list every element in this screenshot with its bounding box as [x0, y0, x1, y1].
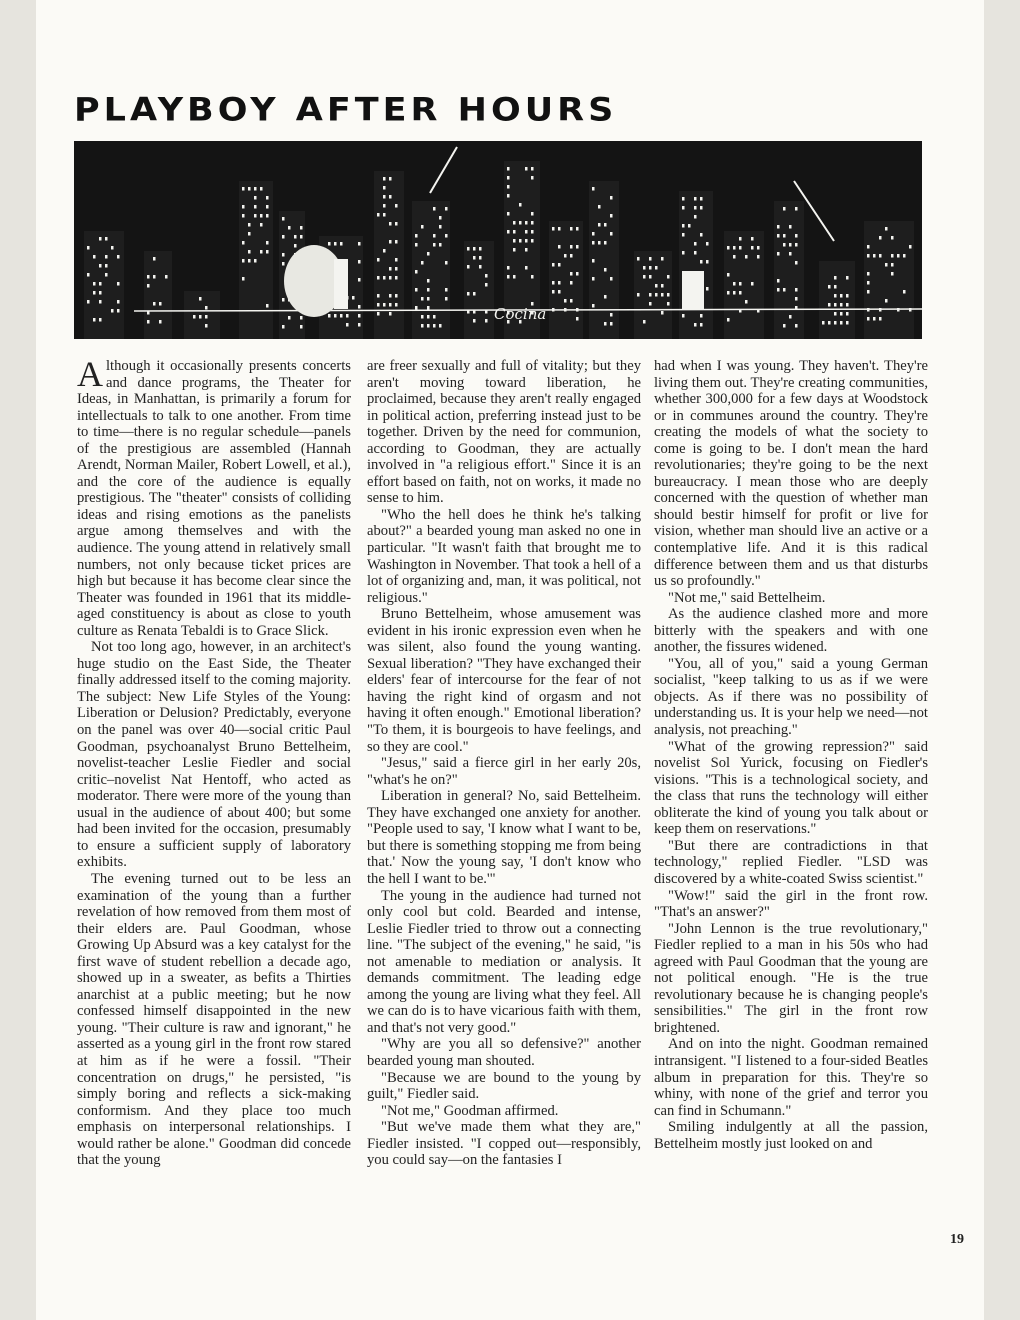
article-paragraph: Liberation in general? No, said Bettelheim. They have exchanged one anxiety for another. "People used to say, 'I know what I want to be, but there is something stopping me from being that.' Now the young say, 'I don't know who the hell I want to be.'": [367, 788, 641, 887]
article-paragraph: The young in the audience had turned not only cool but cold. Bearded and intense, Leslie Fiedler tried to throw out a connecting line. "The subject of the evening," he said, "is not amenable to mediation or analysis. It demands commitment. The leading edge among the young are living what they feel. All we can do is to have vicarious faith with them, and that's not very good.": [367, 887, 641, 1036]
article-paragraph: "Not me," said Bettelheim.: [668, 589, 826, 606]
article-paragraph: "Who the hell does he think he's talking about?" a bearded young man asked no one in particular. "It wasn't faith that brought me to Washington in November. That took a hell of a lot of organizing and, man, it was political, not religious.": [367, 506, 641, 606]
article-paragraph: And on into the night. Goodman remained intransigent. "I listened to a four-sided Beatles album in preparation for this. They're so whiny, with none of the grief and terror you can find in Schumann.": [654, 1036, 928, 1119]
article-paragraph: "Wow!" said the girl in the front row. "That's an answer?": [654, 887, 928, 921]
article-paragraph: had when I was young. They haven't. They're living them out. They're creating communities, whether 300,000 for a few days at Woodstock or in communes around the country. They're creating the models of what the society to come is going to be. I don't mean the hard revolutionaries; they're going to be the next bureaucracy. I mean those who are deeply concerned with the question of whether man should bestir himself for profit or live for vision, whether man should live an active or a contemplative life. And it is this radical difference between them and us that disturbs us so profoundly.": [654, 358, 928, 590]
article-paragraph: Not too long ago, however, in an architect's huge studio on the East Side, the Theater finally addressed itself to the coming majority. The subject: New Life Styles of the Young: Liberation or Delusion? Predictably, everyone on the panel was over 40—social critic Paul Goodman, psychoanalyst Bruno Bettelheim, novelist-teacher Leslie Fiedler and social critic–novelist Nat Hentoff, who acted as moderator. There were more of the young than usual in the audience of about 400; but some had been invited for the occasion, presumably to ensure a sufficient supply of laboratory exhibits.: [77, 639, 351, 871]
article-paragraph: "You, all of you," said a young German socialist, "keep talking to us as if we were objects. As if there was no possibility of understanding us. It is your help we need—not analysis, not preaching.": [654, 655, 928, 739]
article-paragraph: "But there are contradictions in that technology," replied Fiedler. "LSD was discovered by a white-coated Swiss scientist.": [654, 837, 928, 887]
section-title: PLAYBOY AFTER HOURS: [74, 92, 618, 129]
drop-cap: A: [77, 354, 103, 394]
article-column-1: [77, 354, 351, 1169]
skyline-sign: Cocina: [494, 305, 547, 323]
article-paragraph: are freer sexually and full of vitality; but they aren't moving toward liberation, he proclaimed, because they aren't really engaged in political action, preferring instead just to be together. Driven by the need for communion, according to Goodman, they are actually involved in "a religious effort." Since it is an effort based on faith, not on works, it made no sense to him.: [367, 358, 641, 507]
article-paragraph: "But we've made them what they are," Fiedler insisted. "I copped out—responsibly, you could say—on the fantasies I: [367, 1119, 641, 1169]
article-paragraph: "Why are you all so defensive?" another bearded young man shouted.: [367, 1036, 641, 1069]
article-paragraph: "Jesus," said a fierce girl in her early 20s, "what's he on?": [367, 755, 641, 788]
article-paragraph: "John Lennon is the true revolutionary," Fiedler replied to a man in his 50s who had agreed with Paul Goodman that the young are not political enough. "He is the true revolutionary because he is changing people's sensibilities." The girl in the front row brightened.: [654, 920, 928, 1036]
article-column-3: [654, 358, 928, 1152]
page-number: 19: [950, 1232, 964, 1247]
article-column-2: [367, 358, 641, 1169]
article-paragraph: Although it occasionally presents concerts and dance programs, the Theater for Ideas, in Manhattan, is primarily a forum for intellectuals to talk to one another. From time to time—there is no regular schedule—panels of the prestigious are assembled (Hannah Arendt, Norman Mailer, Robert Lowell, et al.), and the core of the audience is equally prestigious. The "theater" consists of colliding ideas and rising emotions as the panelists argue among themselves and with the audience. The young attend in relatively small numbers, not only because ticket prices are high but because it has become clear since the Theater was founded in 1961 that its middle-aged constituency is about as close to youth culture as Renata Tebaldi is to Grace Slick.: [77, 354, 351, 639]
article-paragraph: "Because we are bound to the young by guilt," Fiedler said.: [367, 1069, 641, 1103]
article-paragraph: Smiling indulgently at all the passion, Bettelheim mostly just looked on and: [654, 1119, 928, 1152]
article-paragraph: "What of the growing repression?" said novelist Sol Yurick, focusing on Fiedler's visions. "This is a technological society, and the class that runs the technology will either obliterate the kind of young you talk about or keep them on reservations.": [654, 738, 928, 838]
article-paragraph: The evening turned out to be less an examination of the young than a further revelation of how removed from them most of their elders are. Paul Goodman, whose Growing Up Absurd was a key catalyst for the first wave of student rebellion a decade ago, showed up in a sweater, as befits a Thirties anarchist at a public meeting; but he now confessed himself disappointed in the new young. "Their culture is raw and ignorant," he asserted as a young girl in the front row stared at him as if he were a fossil. "Their concentration on drugs," he persisted, "is simply boring and reflects a sick-making conformism. And they place too much emphasis on interpersonal relationships. I would rather be alone." Goodman did concede that the young: [77, 870, 351, 1169]
article-paragraph: "Not me," Goodman affirmed.: [381, 1102, 559, 1119]
article-paragraph: As the audience clashed more and more bitterly with the speakers and with one another, the fissures widened.: [654, 606, 928, 656]
article-paragraph: Bruno Bettelheim, whose amusement was evident in his ironic expression even when he was silent, also found the young wanting. Sexual liberation? "They have exchanged their elders' fear of intercourse for the fear of not having the right kind of orgasm and not having it often enough." Emotional liberation? "To them, it is bourgeois to have feelings, and so they are cool.": [367, 606, 641, 755]
skyline-illustration: [74, 141, 922, 339]
